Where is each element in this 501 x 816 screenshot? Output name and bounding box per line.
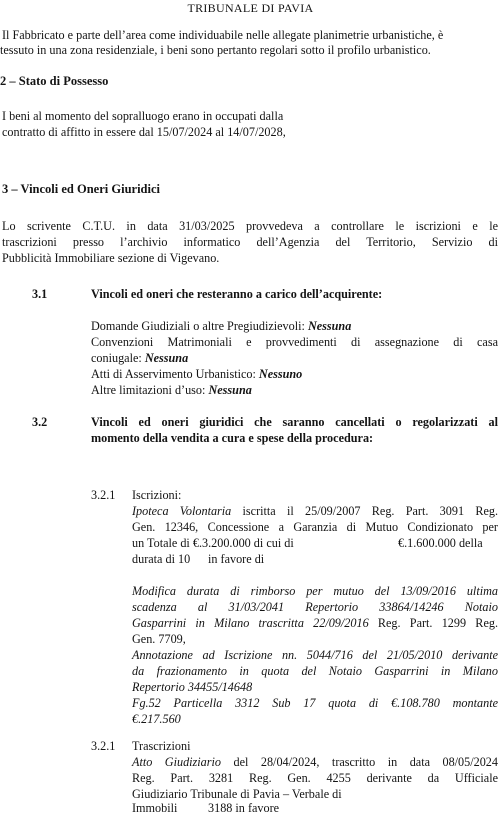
iscrizioni-number: 3.2.1	[91, 488, 116, 502]
annotazione-line-1: Annotazione ad Iscrizione nn. 5044/716 del 21/05/2010 derivante	[132, 648, 498, 662]
convenzioni-line-2	[91, 350, 188, 366]
altre-line	[91, 382, 252, 398]
atti-value: Nessuno	[258, 367, 303, 381]
atto-giudiziario-label: Atto Giudiziario	[132, 755, 222, 769]
subsection-3-2-title-2: momento della vendita a cura e spese della procedura:	[91, 431, 374, 445]
trascrizioni-line-1: Atto Giudiziario del 28/04/2024, trascritto in data 08/05/2024	[132, 755, 498, 769]
modifica-line-4: Gen. 7709,	[132, 632, 186, 646]
section-3-line-1: Lo scrivente C.T.U. in data 31/03/2025 provvedeva a controllare le iscrizioni e le	[2, 219, 498, 233]
section-2-heading: 2 – Stato di Possesso	[0, 74, 109, 88]
modifica-line-3: Gasparrini in Milano trascritta 22/09/2016 Reg. Part. 1299 Reg.	[132, 616, 498, 630]
subsection-3-1-title: Vincoli ed oneri che resteranno a carico dell’acquirente:	[91, 287, 383, 301]
subsection-3-2-number: 3.2	[32, 415, 48, 429]
altre-value: Nessuna	[208, 383, 252, 397]
trascrizioni-label: Trascrizioni	[132, 739, 191, 753]
intro-line-1: Il Fabbricato e parte dell’area come individuabile nelle allegate planimetrie urbanistiche, è	[2, 28, 444, 42]
altre-label: Altre limitazioni d’uso:	[91, 383, 209, 397]
modifica-line-2: scadenza al 31/03/2041 Repertorio 33864/14246 Notaio	[132, 600, 498, 614]
page-header: TRIBUNALE DI PAVIA	[187, 1, 314, 15]
foglio-line-2: €.217.560	[132, 712, 181, 726]
ipoteca-label: Ipoteca Volontaria	[132, 504, 232, 518]
iscrizioni-line-3b: €.1.600.000 della	[398, 536, 483, 550]
domande-value: Nessuna	[307, 319, 352, 333]
trascrizioni-line-4a: Immobili	[132, 801, 178, 815]
foglio-line-1: Fg.52 Particella 3312 Sub 17 quota di €.108.780 montante	[132, 696, 498, 710]
subsection-3-2-title-1: Vincoli ed oneri giuridici che saranno cancellati o regolarizzati al	[91, 415, 498, 429]
atti-label: Atti di Asservimento Urbanistico:	[91, 367, 259, 381]
annotazione-line-3: Repertorio 34455/14648	[132, 680, 253, 694]
subsection-3-1-number: 3.1	[32, 287, 48, 301]
intro-line-2: tessuto in una zona residenziale, i beni sono pertanto regolari sotto il profilo urbanistico.	[0, 43, 431, 57]
trascrizioni-line-3: Giudiziario Tribunale di Pavia – Verbale di	[132, 787, 342, 801]
iscrizioni-label: Iscrizioni:	[132, 488, 182, 502]
domande-line	[91, 318, 351, 334]
iscrizioni-line-2: Gen. 12346, Concessione a Garanzia di Mutuo Condizionato per	[132, 520, 498, 534]
section-3-line-3: Pubblicità Immobiliare sezione di Vigevano.	[2, 251, 220, 265]
iscrizioni-line-3a: un Totale di €.3.200.000 di cui di	[132, 536, 294, 550]
section-2-line-1: I beni al momento del sopralluogo erano in occupati dalla	[2, 109, 284, 123]
convenzioni-line-1: Convenzioni Matrimoniali e provvedimenti di assegnazione di casa	[91, 335, 498, 349]
trascrizioni-line-4b: 3188 in favore	[208, 801, 280, 815]
section-3-line-2: trascrizioni presso l’archivio informatico dell’Agenzia del Territorio, Servizio di	[2, 235, 498, 249]
section-3-heading: 3 – Vincoli ed Oneri Giuridici	[2, 182, 160, 196]
domande-label: Domande Giudiziali o altre Pregiudizievoli:	[91, 319, 308, 333]
iscrizioni-line-4a: durata di 10	[132, 552, 191, 566]
iscrizioni-line-1: Ipoteca Volontaria iscritta il 25/09/2007 Reg. Part. 3091 Reg.	[132, 504, 498, 518]
iscrizioni-line-4b: in favore di	[208, 552, 265, 566]
convenzioni-label: coniugale:	[91, 351, 145, 365]
section-2-line-2: contratto di affitto in essere dal 15/07/2024 al 14/07/2028,	[2, 125, 286, 139]
modifica-line-1: Modifica durata di rimborso per mutuo del 13/09/2016 ultima	[132, 584, 498, 598]
trascrizioni-line-2: Reg. Part. 3281 Reg. Gen. 4255 derivante da Ufficiale	[132, 771, 498, 785]
trascrizioni-number: 3.2.1	[91, 739, 116, 753]
atti-line	[91, 366, 302, 382]
convenzioni-value: Nessuna	[144, 351, 189, 365]
annotazione-line-2: da frazionamento in quota del Notaio Gasparrini in Milano	[132, 664, 498, 678]
